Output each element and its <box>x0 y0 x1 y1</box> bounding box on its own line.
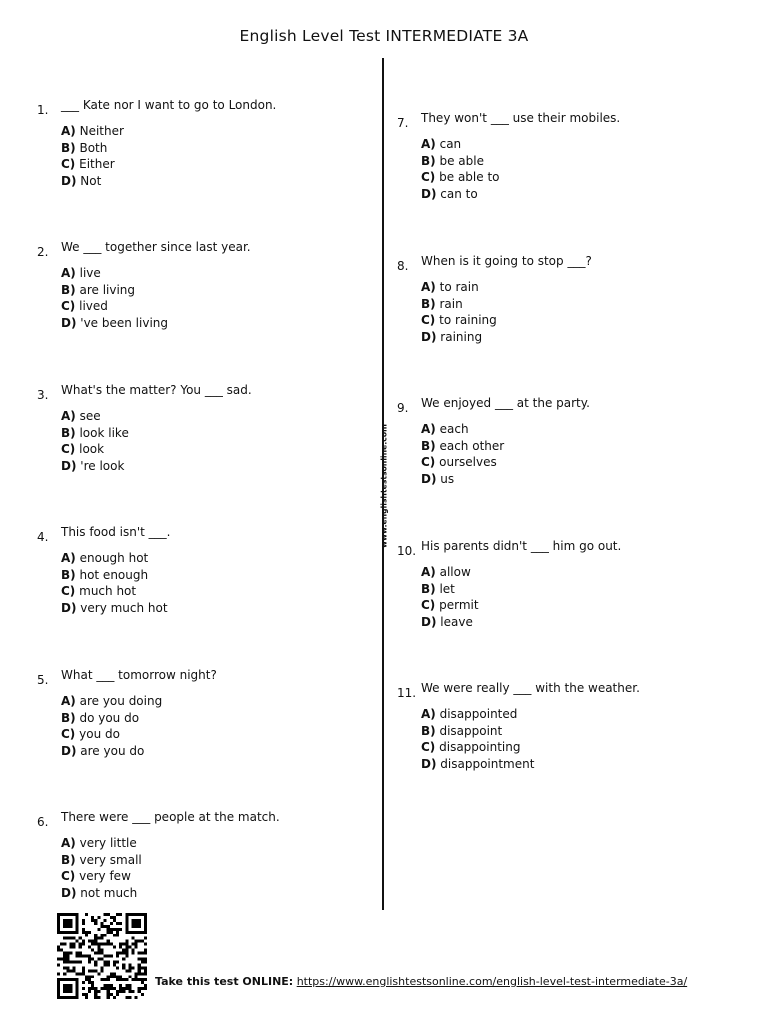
answer-option[interactable] <box>61 298 168 315</box>
option-text: hot enough <box>79 567 149 582</box>
question-number: 3. <box>37 388 49 402</box>
option-letter: C) <box>421 313 436 327</box>
answer-option[interactable] <box>61 583 168 600</box>
answer-option[interactable] <box>61 282 168 299</box>
option-text: each <box>439 422 469 436</box>
option-text: ourselves <box>439 455 497 469</box>
question-number: 11. <box>397 686 417 700</box>
question-number: 9. <box>397 401 409 415</box>
option-text: Neither <box>79 124 124 138</box>
option-letter: D) <box>421 186 437 201</box>
option-text: be able <box>439 153 484 168</box>
option-text: let <box>439 581 455 596</box>
answer-option[interactable] <box>421 597 479 614</box>
option-text: very small <box>79 852 142 867</box>
answer-option[interactable] <box>421 296 497 313</box>
answer-options <box>421 279 497 345</box>
option-text: disappointing <box>439 740 521 754</box>
answer-option[interactable] <box>61 852 142 869</box>
option-letter: B) <box>421 438 436 453</box>
answer-option[interactable] <box>421 312 497 329</box>
option-letter: C) <box>61 299 76 313</box>
option-letter: D) <box>421 329 437 344</box>
answer-options <box>61 408 129 474</box>
answer-option[interactable] <box>61 140 124 157</box>
test-online-link[interactable]: https://www.englishtestsonline.com/english-level-test-intermediate-3a/ <box>296 975 688 988</box>
option-text: look like <box>79 425 129 440</box>
answer-option[interactable] <box>61 567 168 584</box>
option-letter: B) <box>61 567 76 582</box>
answer-option[interactable] <box>61 885 142 902</box>
question-number: 8. <box>397 259 409 273</box>
answer-option[interactable] <box>421 581 479 598</box>
answer-options <box>61 123 124 189</box>
option-text: not much <box>80 885 138 900</box>
answer-option[interactable] <box>61 550 168 567</box>
answer-option[interactable] <box>61 425 129 442</box>
option-text: very few <box>79 869 131 883</box>
question-stem: They won't ___ use their mobiles. <box>421 111 621 125</box>
option-letter: D) <box>421 614 437 629</box>
option-text: be able to <box>439 170 500 184</box>
answer-option[interactable] <box>61 173 124 190</box>
option-text: allow <box>439 565 471 579</box>
answer-option[interactable] <box>421 756 534 773</box>
question-number: 4. <box>37 530 49 544</box>
answer-option[interactable] <box>421 564 479 581</box>
option-letter: B) <box>421 153 436 168</box>
option-text: lived <box>79 299 108 313</box>
footer <box>155 975 687 988</box>
option-letter: B) <box>61 710 76 725</box>
option-letter: A) <box>421 565 436 579</box>
option-letter: A) <box>61 551 76 565</box>
option-letter: A) <box>61 836 76 850</box>
answer-option[interactable] <box>61 693 162 710</box>
option-text: do you do <box>79 710 140 725</box>
option-text: are living <box>79 282 136 297</box>
option-text: to raining <box>439 313 497 327</box>
answer-options <box>421 706 534 772</box>
question-number: 10. <box>397 544 417 558</box>
page-title: English Level Test INTERMEDIATE 3A <box>239 27 529 45</box>
answer-option[interactable] <box>421 471 504 488</box>
option-text: raining <box>440 329 483 344</box>
option-text: are you do <box>80 743 145 758</box>
option-text: leave <box>440 614 473 629</box>
option-letter: C) <box>61 157 76 171</box>
answer-option[interactable] <box>421 153 500 170</box>
answer-option[interactable] <box>421 329 497 346</box>
option-text: disappointment <box>440 756 535 771</box>
option-text: look <box>79 442 105 456</box>
answer-option[interactable] <box>61 156 124 173</box>
option-text: 're look <box>80 458 125 473</box>
option-text: live <box>79 266 101 280</box>
option-text: disappoint <box>439 723 503 738</box>
option-text: Either <box>79 157 115 171</box>
answer-option[interactable] <box>421 438 504 455</box>
option-text: you do <box>79 727 120 741</box>
question-stem: We were really ___ with the weather. <box>421 681 640 695</box>
watermark-text: www.englishtestsonline.com <box>379 423 389 549</box>
answer-option[interactable] <box>421 723 534 740</box>
option-letter: B) <box>61 282 76 297</box>
option-text: can <box>439 137 462 151</box>
option-text: rain <box>439 296 463 311</box>
option-text: us <box>440 471 455 486</box>
answer-options <box>61 693 162 759</box>
option-text: 've been living <box>80 315 169 330</box>
option-letter: D) <box>61 743 77 758</box>
answer-options <box>421 421 504 487</box>
option-text: to rain <box>439 280 479 294</box>
option-letter: C) <box>421 455 436 469</box>
option-letter: A) <box>421 137 436 151</box>
answer-option[interactable] <box>421 614 479 631</box>
answer-option[interactable] <box>421 169 500 186</box>
question-number: 7. <box>397 116 409 130</box>
question-stem: This food isn't ___. <box>61 525 171 539</box>
option-text: Both <box>79 140 108 155</box>
option-letter: A) <box>61 124 76 138</box>
option-letter: C) <box>421 740 436 754</box>
question-stem: There were ___ people at the match. <box>61 810 280 824</box>
answer-option[interactable] <box>61 743 162 760</box>
answer-option[interactable] <box>421 136 500 153</box>
answer-option[interactable] <box>421 186 500 203</box>
option-letter: A) <box>421 422 436 436</box>
question-number: 2. <box>37 245 49 259</box>
answer-option[interactable] <box>61 710 162 727</box>
option-text: very little <box>79 836 137 850</box>
answer-option[interactable] <box>421 739 534 756</box>
question-stem: When is it going to stop ___? <box>421 254 592 268</box>
option-text: permit <box>439 598 479 612</box>
question-number: 1. <box>37 103 49 117</box>
option-text: see <box>79 409 101 423</box>
answer-option[interactable] <box>61 868 142 885</box>
option-letter: D) <box>421 471 437 486</box>
option-letter: A) <box>421 707 436 721</box>
option-text: can to <box>440 186 478 201</box>
option-letter: C) <box>61 727 76 741</box>
question-stem: What ___ tomorrow night? <box>61 668 217 682</box>
question-stem: What's the matter? You ___ sad. <box>61 383 252 397</box>
answer-option[interactable] <box>421 279 497 296</box>
option-letter: A) <box>421 280 436 294</box>
option-letter: A) <box>61 409 76 423</box>
option-letter: B) <box>421 723 436 738</box>
answer-options <box>421 136 500 202</box>
option-letter: D) <box>421 756 437 771</box>
option-letter: D) <box>61 458 77 473</box>
option-text: very much hot <box>80 600 168 615</box>
option-text: disappointed <box>439 707 518 721</box>
option-letter: B) <box>61 140 76 155</box>
option-letter: C) <box>421 598 436 612</box>
option-text: Not <box>80 173 102 188</box>
question-stem: His parents didn't ___ him go out. <box>421 539 622 553</box>
option-letter: B) <box>61 425 76 440</box>
answer-option[interactable] <box>61 600 168 617</box>
answer-option[interactable] <box>61 123 124 140</box>
qr-code-icon[interactable] <box>57 913 147 999</box>
option-letter: D) <box>61 315 77 330</box>
question-stem: We enjoyed ___ at the party. <box>421 396 590 410</box>
option-letter: A) <box>61 266 76 280</box>
answer-option[interactable] <box>61 441 129 458</box>
option-text: much hot <box>79 584 137 598</box>
answer-options <box>61 835 142 901</box>
question-stem: We ___ together since last year. <box>61 240 251 254</box>
option-letter: D) <box>61 885 77 900</box>
answer-option[interactable] <box>421 706 534 723</box>
answer-option[interactable] <box>61 726 162 743</box>
answer-option[interactable] <box>61 835 142 852</box>
answer-option[interactable] <box>61 315 168 332</box>
answer-options <box>61 265 168 331</box>
answer-options <box>421 564 479 630</box>
option-letter: B) <box>421 581 436 596</box>
option-letter: D) <box>61 600 77 615</box>
question-stem: ___ Kate nor I want to go to London. <box>61 98 277 112</box>
question-number: 5. <box>37 673 49 687</box>
option-text: are you doing <box>79 694 163 708</box>
footer-label: Take this test ONLINE: <box>155 975 294 988</box>
question-number: 6. <box>37 815 49 829</box>
answer-option[interactable] <box>61 408 129 425</box>
option-letter: C) <box>61 869 76 883</box>
option-letter: D) <box>61 173 77 188</box>
option-text: each other <box>439 438 505 453</box>
option-text: enough hot <box>79 551 149 565</box>
option-letter: C) <box>61 584 76 598</box>
option-letter: C) <box>421 170 436 184</box>
option-letter: B) <box>61 852 76 867</box>
option-letter: C) <box>61 442 76 456</box>
answer-option[interactable] <box>421 454 504 471</box>
answer-options <box>61 550 168 616</box>
option-letter: B) <box>421 296 436 311</box>
answer-option[interactable] <box>61 458 129 475</box>
answer-option[interactable] <box>61 265 168 282</box>
answer-option[interactable] <box>421 421 504 438</box>
option-letter: A) <box>61 694 76 708</box>
